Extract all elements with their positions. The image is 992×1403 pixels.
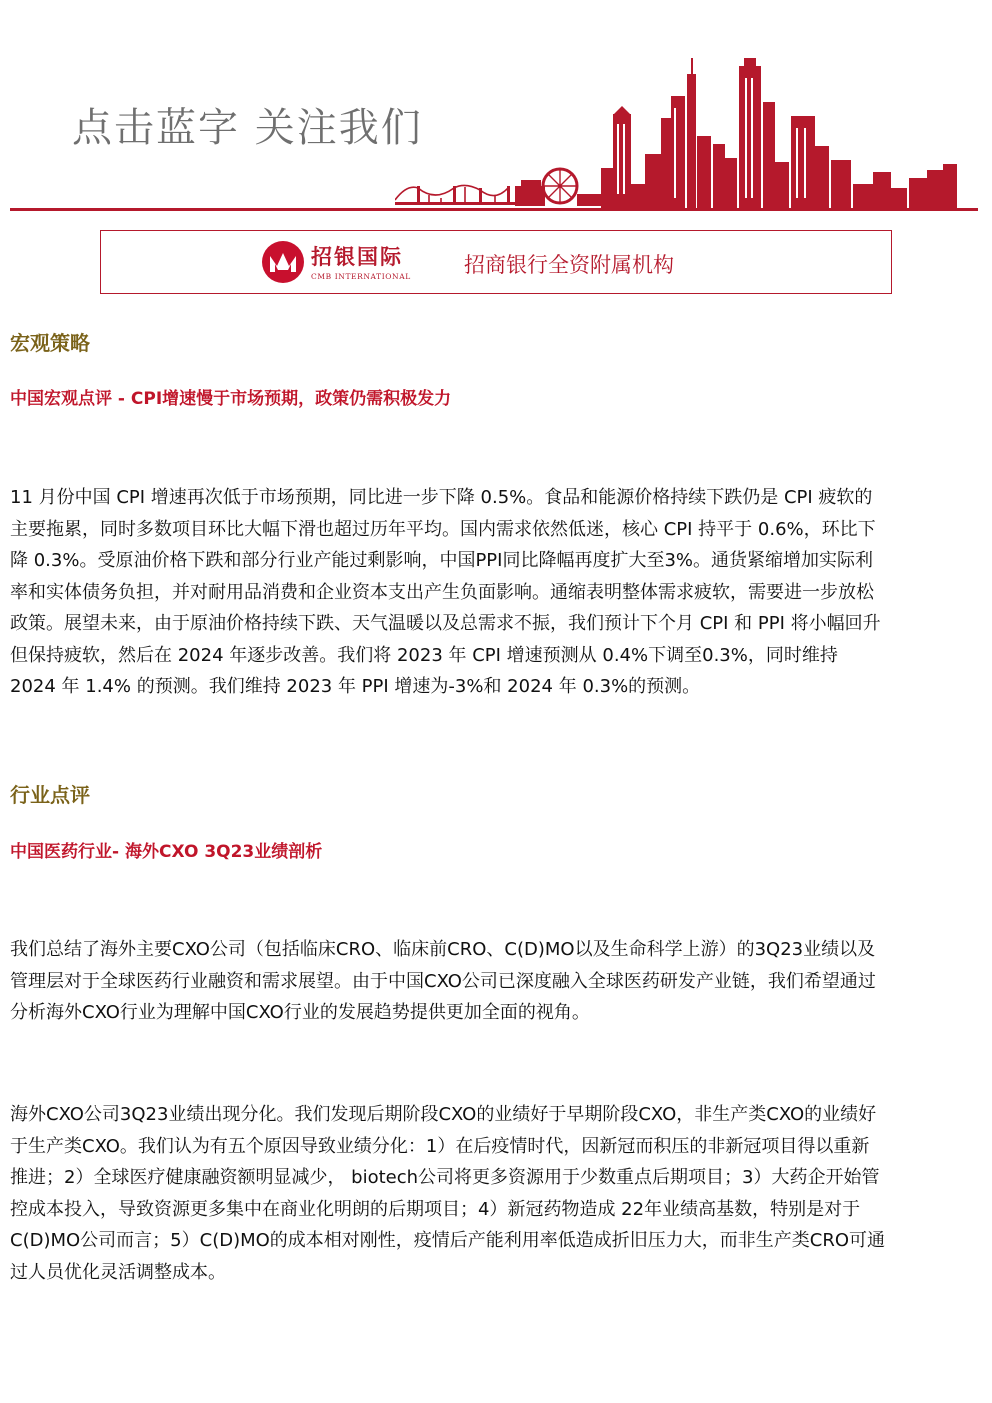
paragraph-line: 2024 年 1.4% 的预测。我们维持 2023 年 PPI 增速为-3%和 2024 年 0.3%的预测。 bbox=[10, 676, 701, 697]
paragraph-line: 政策。展望未来，由于原油价格持续下跌、天气温暖以及总需求不振，我们预计下个月 CPI 和 PPI 将小幅回升 bbox=[10, 613, 881, 634]
paragraph-line: 于生产类CXO。我们认为有五个原因导致业绩分化：1）在后疫情时代，因新冠而积压的非新冠项目得以重新 bbox=[10, 1135, 870, 1157]
paragraph-line: 过人员优化灵活调整成本。 bbox=[10, 1261, 226, 1283]
banner-slogan: 招商银行全资附属机构 bbox=[464, 253, 674, 277]
article-title-china-macro[interactable]: 中国宏观点评 - CPI增速慢于市场预期，政策仍需积极发力 bbox=[10, 389, 452, 409]
city-skyline-illustration bbox=[395, 58, 985, 214]
logo-english-text: CMB INTERNATIONAL bbox=[311, 272, 411, 281]
paragraph-line: 推进；2）全球医疗健康融资额明显减少， biotech公司将更多资源用于少数重点后期项目；3）大药企开始管 bbox=[10, 1167, 880, 1188]
section-heading-industry: 行业点评 bbox=[10, 783, 90, 807]
logo-chinese-text: 招银国际 bbox=[311, 245, 403, 269]
paragraph-line: 降 0.3%。受原油价格下跌和部分行业产能过剩影响，中国PPI同比降幅再度扩大至3%。通货紧缩增加实际利 bbox=[10, 550, 874, 571]
article-title-pharma-cxo[interactable]: 中国医药行业- 海外CXO 3Q23业绩剖析 bbox=[10, 842, 323, 862]
paragraph-line: 控成本投入，导致资源更多集中在商业化明朗的后期项目；4）新冠药物造成 22年业绩高基数，特别是对于 bbox=[10, 1198, 861, 1220]
paragraph-line: 海外CXO公司3Q23业绩出现分化。我们发现后期阶段CXO的业绩好于早期阶段CXO，非生产类CXO的业绩好 bbox=[10, 1104, 877, 1125]
header-title: 点击蓝字 关注我们 bbox=[72, 105, 423, 151]
cmbi-banner[interactable] bbox=[100, 230, 892, 294]
paragraph-line: 管理层对于全球医药行业融资和需求展望。由于中国CXO公司已深度融入全球医药研发产业链，我们希望通过 bbox=[10, 970, 876, 992]
paragraph-line: 主要拖累，同时多数项目环比大幅下滑也超过历年平均。国内需求依然低迷，核心 CPI 持平于 0.6%，环比下 bbox=[10, 518, 876, 540]
paragraph-line: 我们总结了海外主要CXO公司（包括临床CRO、临床前CRO、C(D)MO以及生命科学上游）的3Q23业绩以及 bbox=[10, 939, 876, 960]
cmb-logo-icon bbox=[261, 240, 305, 284]
macro-paragraph bbox=[10, 482, 982, 703]
paragraph-line: 分析海外CXO行业为理解中国CXO行业的发展趋势提供更加全面的视角。 bbox=[10, 1002, 590, 1023]
paragraph-line: 但保持疲软，然后在 2024 年逐步改善。我们将 2023 年 CPI 增速预测从 0.4%下调至0.3%，同时维持 bbox=[10, 644, 838, 666]
header-divider bbox=[10, 208, 978, 211]
section-heading-macro: 宏观策略 bbox=[10, 331, 90, 355]
pharma-paragraph-2 bbox=[10, 1099, 982, 1288]
pharma-paragraph-1 bbox=[10, 934, 982, 1029]
paragraph-line: C(D)MO公司而言；5）C(D)MO的成本相对刚性，疫情后产能利用率低造成折旧压力大，而非生产类CRO可通 bbox=[10, 1230, 886, 1251]
paragraph-line: 11 月份中国 CPI 增速再次低于市场预期，同比进一步下降 0.5%。食品和能源价格持续下跌仍是 CPI 疲软的 bbox=[10, 487, 873, 508]
paragraph-line: 率和实体债务负担，并对耐用品消费和企业资本支出产生负面影响。通缩表明整体需求疲软，需要进一步放松 bbox=[10, 581, 874, 603]
